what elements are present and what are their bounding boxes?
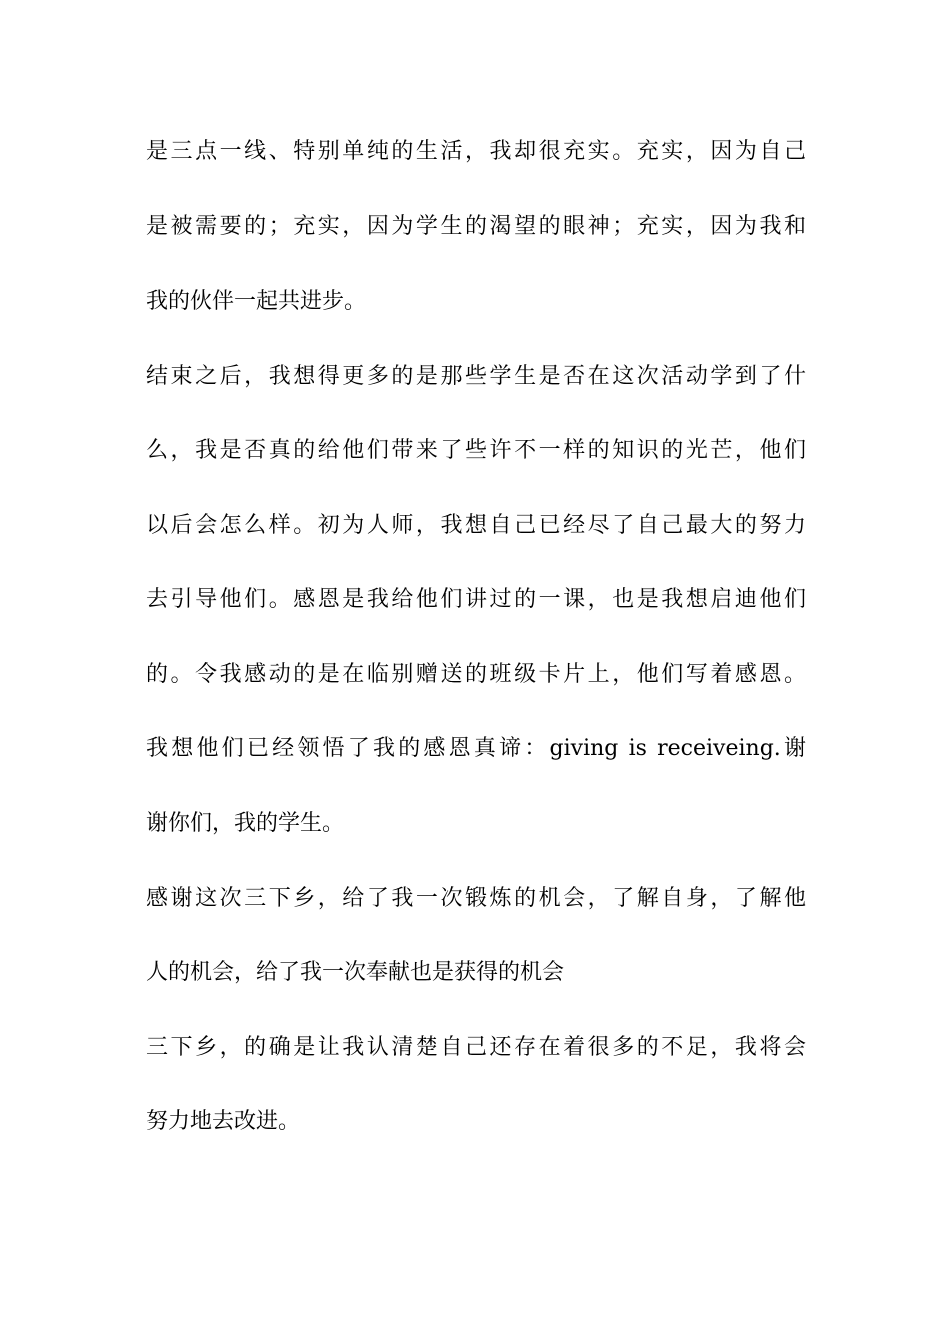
text-line: 是被需要的；充实，因为学生的渴望的眼神；充实，因为我和 <box>146 214 806 239</box>
text-line: 谢你们，我的学生。 <box>146 811 345 836</box>
text-line: 三下乡，的确是让我认清楚自己还存在着很多的不足，我将会 <box>146 1035 806 1060</box>
text-line: 么，我是否真的给他们带来了些许不一样的知识的光芒，他们 <box>146 438 806 463</box>
text-line: 努力地去改进。 <box>146 1109 301 1134</box>
text-line: 是三点一线、特别单纯的生活，我却很充实。充实，因为自己 <box>146 139 806 164</box>
text-line: 去引导他们。感恩是我给他们讲过的一课，也是我想启迪他们 <box>146 587 806 612</box>
text-line: 结束之后，我想得更多的是那些学生是否在这次活动学到了什 <box>146 364 806 389</box>
text-line: 我的伙伴一起共进步。 <box>146 289 367 314</box>
text-line: 人的机会，给了我一次奉献也是获得的机会 <box>146 960 565 985</box>
text-line: 感谢这次三下乡，给了我一次锻炼的机会，了解自身，了解他 <box>146 886 806 911</box>
text-line: 以后会怎么样。初为人师，我想自己已经尽了自己最大的努力 <box>146 513 806 538</box>
text-line: 的。令我感动的是在临别赠送的班级卡片上，他们写着感恩。 <box>146 662 806 687</box>
text-line: 我想他们已经领悟了我的感恩真谛：giving is receiveing.谢 <box>146 736 806 761</box>
